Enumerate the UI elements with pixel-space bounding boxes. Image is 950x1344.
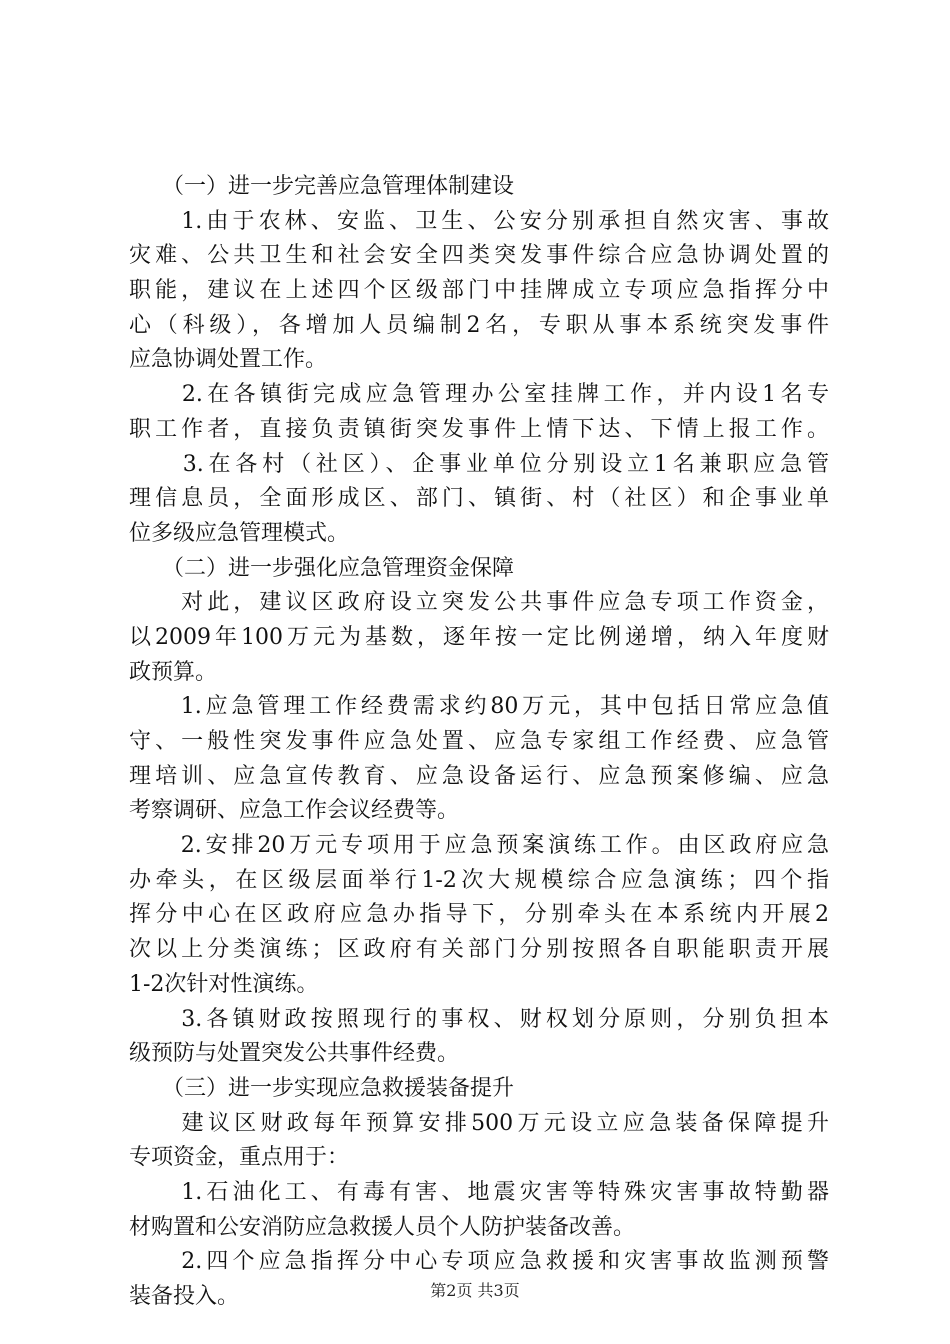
- text-line: 级预防与处置突发公共事件经费。: [129, 1041, 460, 1067]
- text-line: 以2009年100万元为基数，逐年按一定比例递增，纳入年度财: [129, 624, 829, 650]
- text-line: 办牵头，在区级层面举行1-2次大规模综合应急演练；四个指: [129, 867, 829, 893]
- text-line: 心（科级），各增加人员编制2名，专职从事本系统突发事件: [129, 312, 829, 338]
- text-line: 材购置和公安消防应急救援人员个人防护装备改善。: [129, 1214, 636, 1240]
- text-line: 政预算。: [129, 659, 218, 685]
- text-line: 2.在各镇街完成应急管理办公室挂牌工作，并内设1名专: [129, 382, 829, 408]
- text-line: 2.安排20万元专项用于应急预案演练工作。由区政府应急: [129, 833, 829, 859]
- text-line: 对此，建议区政府设立突发公共事件应急专项工作资金，: [129, 590, 829, 616]
- text-line: 职工作者，直接负责镇街突发事件上情下达、下情上报工作。: [129, 416, 829, 442]
- text-line: 建议区财政每年预算安排500万元设立应急装备保障提升: [129, 1110, 829, 1136]
- text-line: （二）进一步强化应急管理资金保障: [129, 555, 515, 581]
- text-line: 3.各镇财政按照现行的事权、财权划分原则，分别负担本: [129, 1006, 829, 1032]
- text-line: （一）进一步完善应急管理体制建设: [129, 174, 515, 199]
- text-line: 理培训、应急宣传教育、应急设备运行、应急预案修编、应急: [129, 763, 829, 789]
- document-body: [129, 170, 829, 1315]
- text-line: 位多级应急管理模式。: [129, 520, 350, 546]
- page-footer: 第2页 共3页: [430, 1281, 520, 1300]
- text-line: 守、一般性突发事件应急处置、应急专家组工作经费、应急管: [129, 729, 829, 754]
- text-line: 次以上分类演练；区政府有关部门分别按照各自职能职责开展: [129, 937, 829, 963]
- text-line: 1.石油化工、有毒有害、地震灾害等特殊灾害事故特勤器: [129, 1179, 829, 1205]
- text-line: 应急协调处置工作。: [129, 347, 328, 373]
- text-line: 1.应急管理工作经费需求约80万元，其中包括日常应急值: [129, 694, 829, 720]
- text-line: 考察调研、应急工作会议经费等。: [129, 798, 460, 824]
- text-line: 灾难、公共卫生和社会安全四类突发事件综合应急协调处置的: [129, 243, 829, 269]
- text-line: 专项资金，重点用于：: [129, 1145, 350, 1171]
- text-line: 职能，建议在上述四个区级部门中挂牌成立专项应急指挥分中: [129, 278, 829, 304]
- text-line: 3.在各村（社区）、企事业单位分别设立1名兼职应急管: [129, 451, 829, 477]
- text-line: 2.四个应急指挥分中心专项应急救援和灾害事故监测预警: [129, 1249, 829, 1275]
- text-line: 挥分中心在区政府应急办指导下，分别牵头在本系统内开展2: [129, 902, 829, 928]
- text-line: 装备投入。: [129, 1284, 240, 1309]
- text-line: 理信息员，全面形成区、部门、镇街、村（社区）和企事业单: [129, 486, 829, 512]
- text-line: 1-2次针对性演练。: [129, 971, 319, 997]
- text-line: 1.由于农林、安监、卫生、公安分别承担自然灾害、事故: [129, 208, 829, 234]
- text-line: （三）进一步实现应急救援装备提升: [129, 1075, 515, 1101]
